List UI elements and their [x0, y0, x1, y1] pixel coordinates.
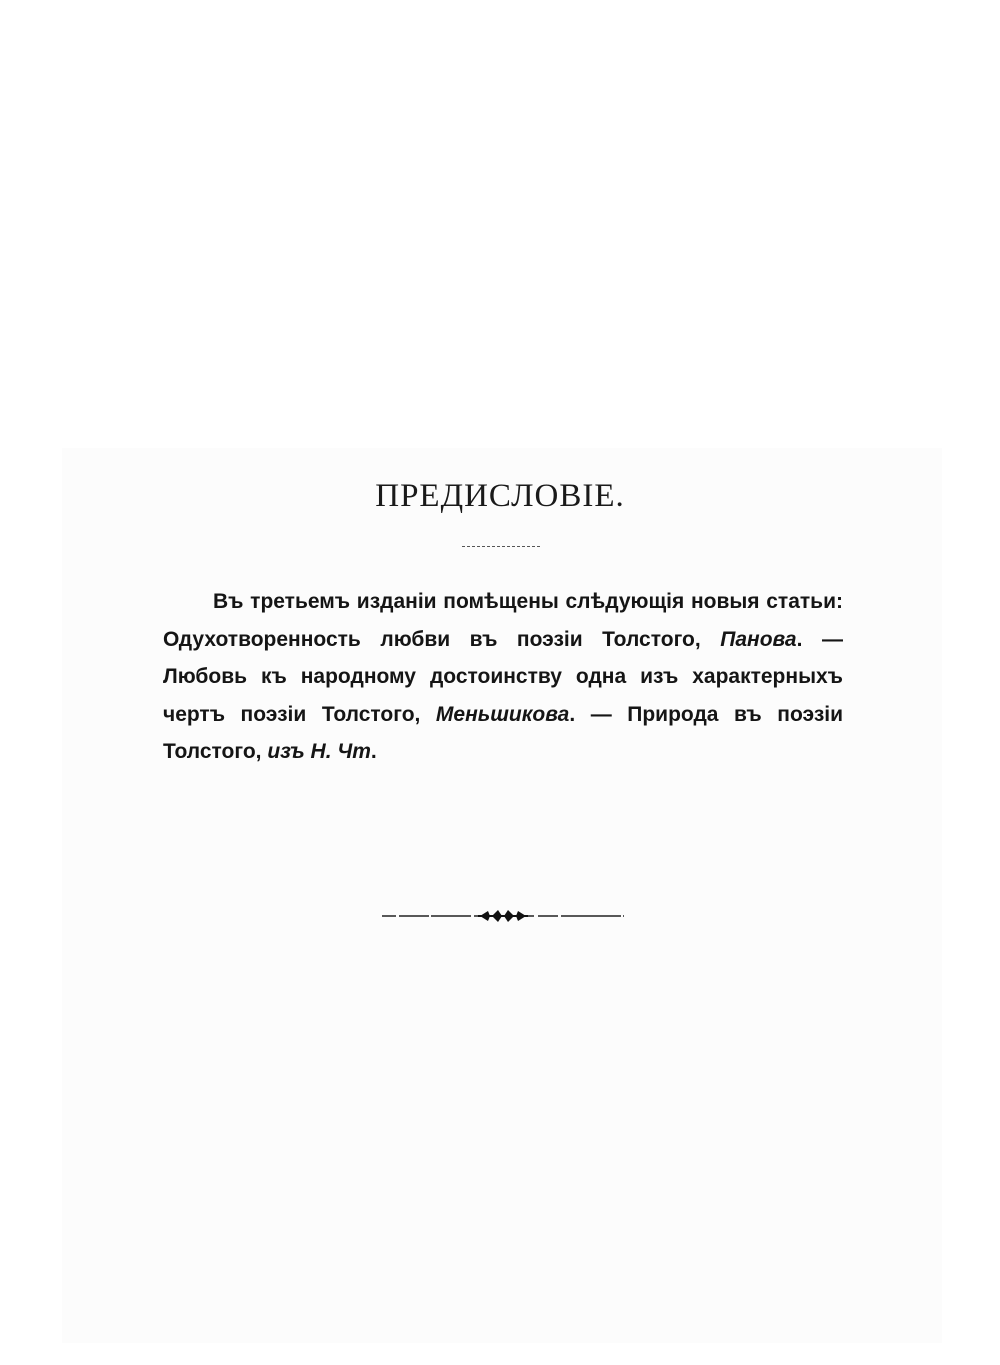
preface-intro: Въ третьемъ изданіи помѣщены слѣдующія новыя статьи: — [213, 590, 843, 613]
paragraph-end: . — [370, 740, 377, 763]
separator-2: . — — [569, 702, 628, 726]
article-author-3: изъ Н. Чт — [267, 740, 371, 763]
article-author-2: Меньшикова — [435, 702, 570, 726]
article-title-3: Природа въ поэзіи Толстого, — [163, 702, 843, 763]
article-author-1: Панова — [720, 627, 797, 651]
tailpiece-ornament-icon — [382, 904, 624, 926]
page-title: ПРЕДИСЛОВІЕ. — [375, 478, 625, 514]
title-divider — [462, 546, 540, 547]
preface-paragraph — [163, 583, 843, 771]
separator-1: . — — [796, 627, 843, 651]
article-title-2: Любовь къ народному достоинству одна изъ характерныхъ чертъ поэзіи Толстого, — [163, 665, 843, 726]
article-title-1: Одухотворенность любви въ поэзіи Толстого, — [163, 627, 721, 651]
